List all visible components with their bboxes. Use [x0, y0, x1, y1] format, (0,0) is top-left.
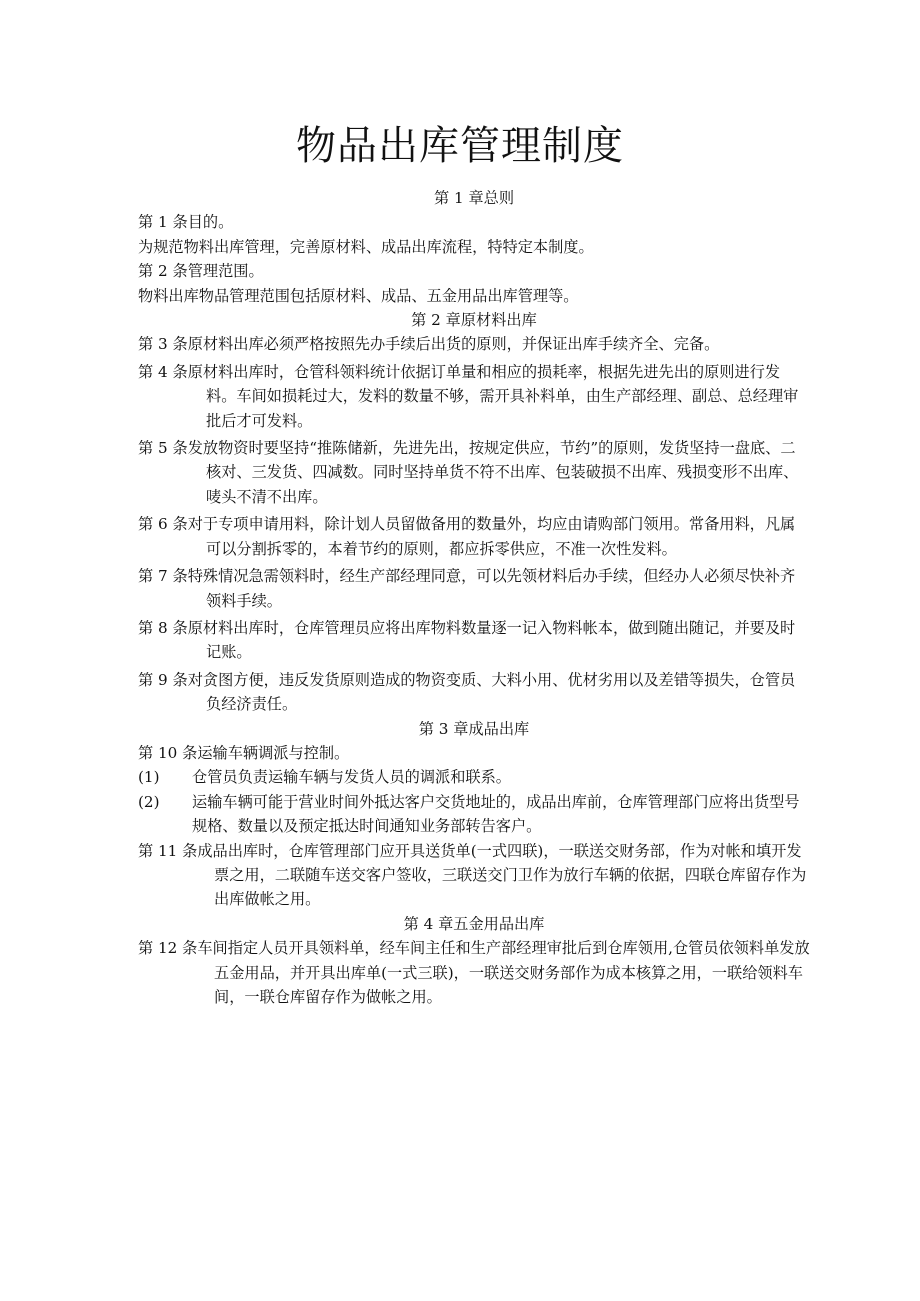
article-8: 第 8 条原材料出库时，仓库管理员应将出库物料数量逐一记入物料帐本，做到随出随记，并要及时记账。: [138, 618, 796, 662]
article-2-body: 物料出库物品管理范围包括原材料、成品、五金用品出库管理等。: [138, 286, 579, 305]
article-9: 第 9 条对贪图方便，违反发货原则造成的物资变质、大料小用、优材劣用以及差错等损失，仓管员负经济责任。: [138, 670, 796, 714]
chapter-3-heading: 第 3 章成品出库: [418, 719, 530, 738]
article-7: 第 7 条特殊情况急需领料时，经生产部经理同意，可以先领材料后办手续，但经办人必须尽快补齐领料手续。: [138, 567, 796, 610]
document-body: [138, 186, 810, 1009]
article-1-title: 第 1 条目的。: [138, 213, 234, 232]
article-4: 第 4 条原材料出库时，仓管科领料统计依据订单量和相应的损耗率，根据先进先出的原则进行发料。车间如损耗过大，发料的数量不够，需开具补料单，由生产部经理、副总、总经理审批后才可发料。: [138, 362, 799, 430]
list-item-text: 运输车辆可能于营业时间外抵达客户交货地址的，成品出库前，仓库管理部门应将出货型号规格、数量以及预定抵达时间通知业务部转告客户。: [192, 792, 800, 836]
article-3: 第 3 条原材料出库必须严格按照先办手续后出货的原则，并保证出库手续齐全、完备。: [138, 335, 720, 354]
chapter-4-heading: 第 4 章五金用品出库: [403, 914, 545, 933]
article-5: 第 5 条发放物资时要坚持“推陈储新，先进先出，按规定供应，节约”的原则，发货坚持一盘底、二核对、三发货、四减数。同时坚持单货不符不出库、包装破损不出库、残损变形不出库、唛头不清不出库。: [138, 439, 799, 506]
article-12: 第 12 条车间指定人员开具领料单，经车间主任和生产部经理审批后到仓库领用,仓管员依领料单发放五金用品，并开具出库单(一式三联)，一联送交财务部作为成本核算之用，一联给领料车间，一联仓库留存作为做帐之用。: [138, 939, 810, 1006]
list-item-text: 仓管员负责运输车辆与发货人员的调派和联系。: [192, 768, 511, 787]
list-item: [138, 765, 810, 789]
article-2-title: 第 2 条管理范围。: [138, 262, 264, 281]
list-item: [138, 790, 810, 839]
document-title: 物品出库管理制度: [296, 123, 624, 169]
article-10-title: 第 10 条运输车辆调派与控制。: [138, 743, 350, 762]
list-item-number: (2): [138, 792, 160, 811]
chapter-2-heading: 第 2 章原材料出库: [411, 311, 537, 330]
article-6: 第 6 条对于专项申请用料，除计划人员留做备用的数量外，均应由请购部门领用。常备用料，凡属可以分割拆零的，本着节约的原则，都应拆零供应，不准一次性发料。: [138, 515, 796, 558]
article-1-body: 为规范物料出库管理，完善原材料、成品出库流程，特特定本制度。: [138, 237, 594, 256]
list-item-number: (1): [138, 768, 160, 787]
article-11: 第 11 条成品出库时，仓库管理部门应开具送货单(一式四联)，一联送交财务部，作为对帐和填开发票之用，二联随车送交客户签收，三联送交门卫作为放行车辆的依据，四联仓库留存作为出库做帐之用。: [138, 841, 807, 909]
chapter-1-heading: 第 1 章总则: [433, 189, 515, 207]
